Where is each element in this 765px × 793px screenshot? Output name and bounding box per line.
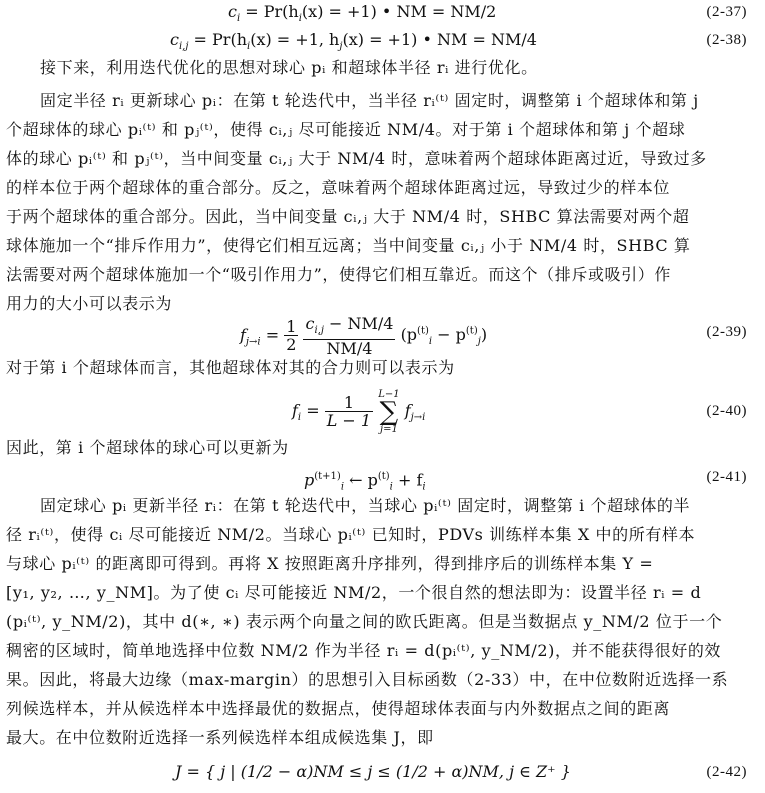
eq-2-38-body-sub: i [247,41,251,53]
equation-number: (2-38) [706,32,747,48]
eq-2-40-lhs: f [292,401,298,420]
paragraph-line: 的样本位于两个超球体的重合部分。反之，意味着两个超球体距离过远，导致过少的样本位 [6,178,671,197]
eq-2-39-half-num: 1 [286,317,297,337]
paragraph-line: 于两个超球体的重合部分。因此，当中间变量 cᵢ,ⱼ 大于 NM/4 时，SHBC 算法需要对两个超 [6,207,690,226]
eq-2-40-frac-num: 1 [325,394,373,412]
paragraph-line: 与球心 pᵢ⁽ᵗ⁾ 的距离即可得到。再将 X 按照距离升序排列，得到排序后的训练样本集 Y = [6,554,654,573]
paragraph-line: 法需要对两个超球体施加一个“吸引作用力”，使得它们相互靠近。而这个（排斥或吸引）作 [6,265,671,284]
eq-2-41-rhs-sub: i [389,481,393,493]
eq-2-38-body3: (x) = +1) • NM = NM/4 [342,30,537,49]
eq-2-37-body-sub: i [298,13,302,25]
paragraph-line: 固定球心 pᵢ 更新半径 rᵢ：在第 t 轮迭代中，当球心 pᵢ⁽ᵗ⁾ 固定时，调整第 i 个超球体的半 [40,496,691,515]
eq-2-41-lhs-sup: (t+1) [314,471,341,482]
eq-2-38-lhs-sub: i,j [178,41,189,53]
equation-2-41 [0,457,765,497]
paragraph-line: 列候选样本，并从候选样本中选择最优的数据点，使得超球体表面与内外数据点之间的距离 [6,699,671,718]
paragraph-line: 因此，第 i 个超球体的球心可以更新为 [6,438,289,457]
paragraph-line: 个超球体的球心 pᵢ⁽ᵗ⁾ 和 pⱼ⁽ᵗ⁾，使得 cᵢ,ⱼ 尽可能接近 NM/4。对于第 i 个超球体和第 j 个超球 [6,120,686,139]
equation-2-39 [0,310,765,358]
sum-lower-limit: j=1 [379,423,398,435]
paragraph-line: 接下来，利用迭代优化的思想对球心 pᵢ 和超球体半径 rᵢ 进行优化。 [40,58,538,77]
eq-2-40-term: f [404,401,411,420]
eq-2-40-frac-den: L − 1 [326,411,372,430]
eq-2-38-body-sub2: j [339,41,343,53]
eq-2-38-body2: (x) = +1, h [250,30,340,49]
eq-2-40-term-sub: j→i [410,412,426,424]
eq-2-39-half-den: 2 [286,335,297,355]
paragraph-line: 最大。在中位数附近选择一系列候选样本组成候选集 J，即 [6,728,434,747]
eq-2-37-lhs: c [228,2,237,21]
eq-2-40-fraction [325,394,373,429]
eq-2-39-lhs: f [240,325,246,345]
equation-number: (2-37) [706,4,747,20]
eq-2-39-fraction [303,315,395,357]
eq-2-37-body: = Pr(h [245,2,299,21]
eq-2-41-lhs-sub: i [340,481,345,493]
equation-2-42 [0,752,765,792]
eq-2-40-lhs-sub: i [297,412,302,424]
paragraph-line: (pᵢ⁽ᵗ⁾, y_NM/2)，其中 d(∗, ∗) 表示两个向量之间的欧氏距离。但是当数据点 y_NM/2 位于一个 [6,612,723,631]
eq-2-40-eqsign: = [306,401,320,420]
paragraph-line: [y₁, y₂, …, y_NM]。为了使 cᵢ 尽可能接近 NM/2，一个很自然的想法即为：设置半径 rᵢ = d [6,583,702,602]
equation-number: (2-41) [706,469,747,485]
eq-2-39-frac-num: $c_{i,j} - NM/4$ [303,315,395,340]
eq-2-41-rhs-end: + f [392,470,423,490]
paragraph-line: 径 rᵢ⁽ᵗ⁾，使得 cᵢ 尽可能接近 NM/2。当球心 pᵢ⁽ᵗ⁾ 已知时，PDVs 训练样本集 X 中的所有样本 [6,525,696,544]
paragraph-line: 球体施加一个“排斥作用力”，使得它们相互远离；当中间变量 cᵢ,ⱼ 小于 NM/4 时，SHBC 算 [6,236,691,255]
eq-2-37-lhs-sub: i [236,13,241,25]
equation-number: (2-39) [706,324,747,340]
eq-2-41-lhs: p [304,470,315,490]
summation-operator: L−1 ∑ j=1 [378,388,400,435]
eq-2-39-tail: $(p^{(t)}_i - p^{(t)}_j)$ [400,325,488,348]
eq-2-38-lhs: c [170,30,179,49]
paragraph-line: 稠密的区域时，简单地选择中位数 NM/2 作为半径 rᵢ = d(pᵢ⁽ᵗ⁾, y_NM/2)，并不能获得很好的效 [6,641,722,660]
paragraph-line: 果。因此，将最大边缘（max-margin）的思想引入目标函数（2-33）中，在中位数附近选择一系 [6,670,729,689]
equation-2-38 [0,20,765,60]
eq-2-41-rhs-sup: (t) [377,471,390,482]
eq-2-39-lhs-sub: j→i [245,336,261,348]
eq-2-41-rhs-end-sub: i [422,481,426,493]
eq-2-38-body: = Pr(h [193,30,247,49]
sum-upper-limit: L−1 [378,388,400,400]
eq-2-39-eqsign: = [265,325,280,345]
paragraph-line: 体的球心 pᵢ⁽ᵗ⁾ 和 pⱼ⁽ᵗ⁾，当中间变量 cᵢ,ⱼ 大于 NM/4 时，意味着两个超球体距离过近，导致过多 [6,149,707,168]
eq-2-39-half [284,318,298,353]
paragraph-line: 固定半径 rᵢ 更新球心 pᵢ：在第 t 轮迭代中，当半径 rᵢ⁽ᵗ⁾ 固定时，调整第 i 个超球体和第 j [40,91,699,110]
paragraph-line: 对于第 i 个超球体而言，其他超球体对其的合力则可以表示为 [6,358,455,377]
eq-2-37-body2: (x) = +1) • NM = NM/2 [301,2,497,21]
equation-number: (2-40) [706,403,747,419]
equation-2-42-body: J = { j | (1/2 − α)NM ≤ j ≤ (1/2 + α)NM, j ∈ Z⁺ } [175,762,571,781]
paragraph-line: 用力的大小可以表示为 [6,294,173,313]
equation-number: (2-42) [706,764,747,780]
equation-2-40 [0,382,765,440]
eq-2-41-arrow: ← p [349,470,378,490]
eq-2-39-frac-den: NM/4 [326,338,373,358]
